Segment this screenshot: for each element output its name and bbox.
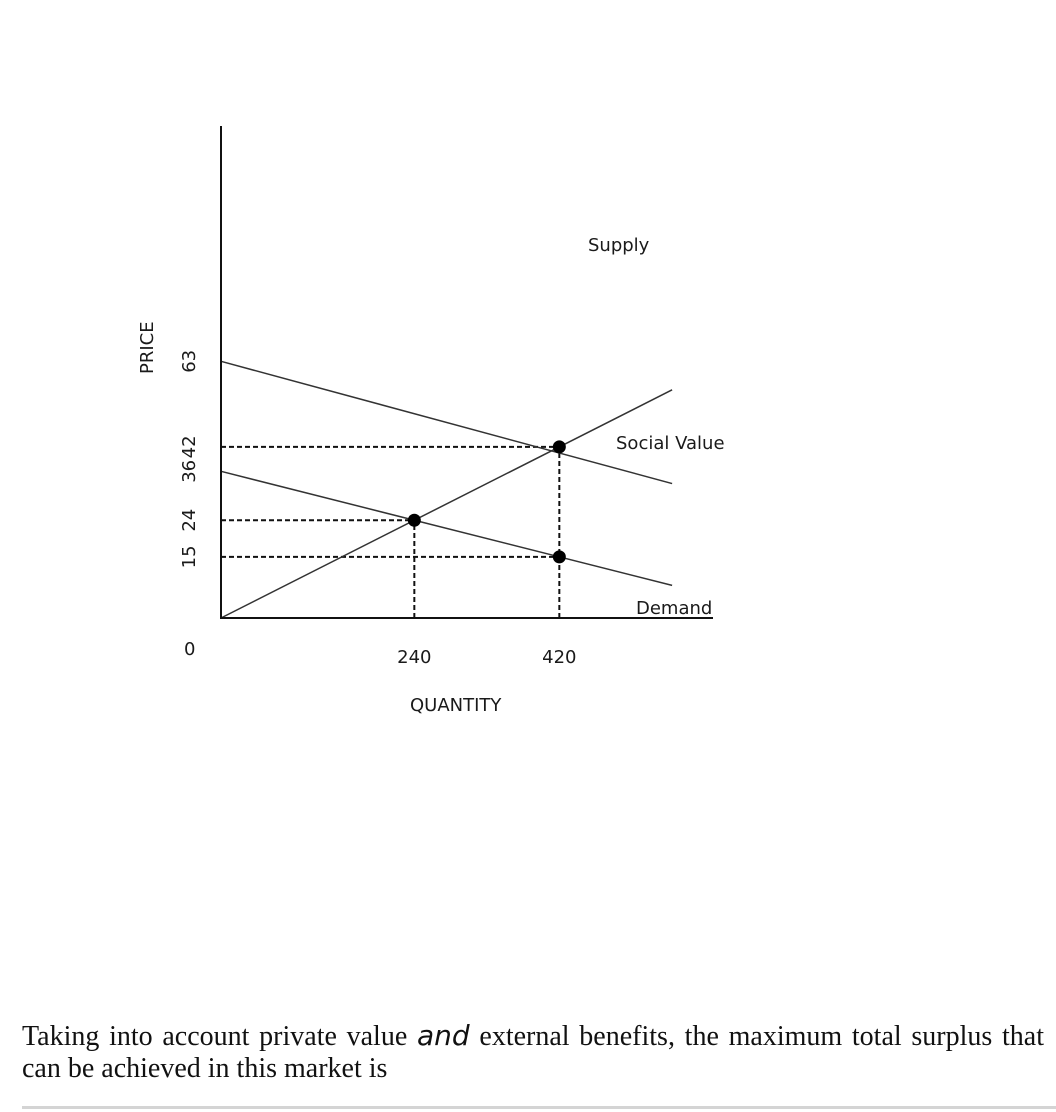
bottom-divider <box>22 1106 1056 1109</box>
tick-labels <box>179 350 577 668</box>
y-tick-42: 42 <box>179 435 200 459</box>
curve-label-demand: Demand <box>636 598 713 619</box>
x-tick-420: 420 <box>542 647 577 668</box>
curve-label-social-value: Social Value <box>616 433 725 454</box>
x-axis-label: QUANTITY <box>410 695 502 716</box>
point-420-15 <box>553 550 566 563</box>
axes <box>221 126 713 619</box>
question-text-after: external benefits, the maximum total surplus that can be achieved in this market is <box>22 1021 1044 1084</box>
x-tick-240: 240 <box>397 647 432 668</box>
question-text-before: Taking into account private value <box>22 1021 417 1052</box>
y-axis-label: PRICE <box>137 321 158 374</box>
question-emphasis: and <box>417 1019 470 1052</box>
curve-social-value <box>221 361 672 483</box>
point-240-24 <box>408 514 421 527</box>
point-420-42 <box>553 440 566 453</box>
y-tick-36: 36 <box>179 459 200 483</box>
curve-labels <box>137 235 725 716</box>
y-tick-63: 63 <box>179 349 200 373</box>
question-text <box>22 1020 1044 1085</box>
y-tick-24: 24 <box>179 508 200 532</box>
curve-supply <box>221 390 672 618</box>
origin-label: 0 <box>184 639 196 660</box>
y-tick-15: 15 <box>179 545 200 569</box>
curves <box>221 361 672 618</box>
curve-demand <box>221 471 672 585</box>
equilibrium-points <box>408 440 566 563</box>
curve-label-supply: Supply <box>588 235 650 256</box>
